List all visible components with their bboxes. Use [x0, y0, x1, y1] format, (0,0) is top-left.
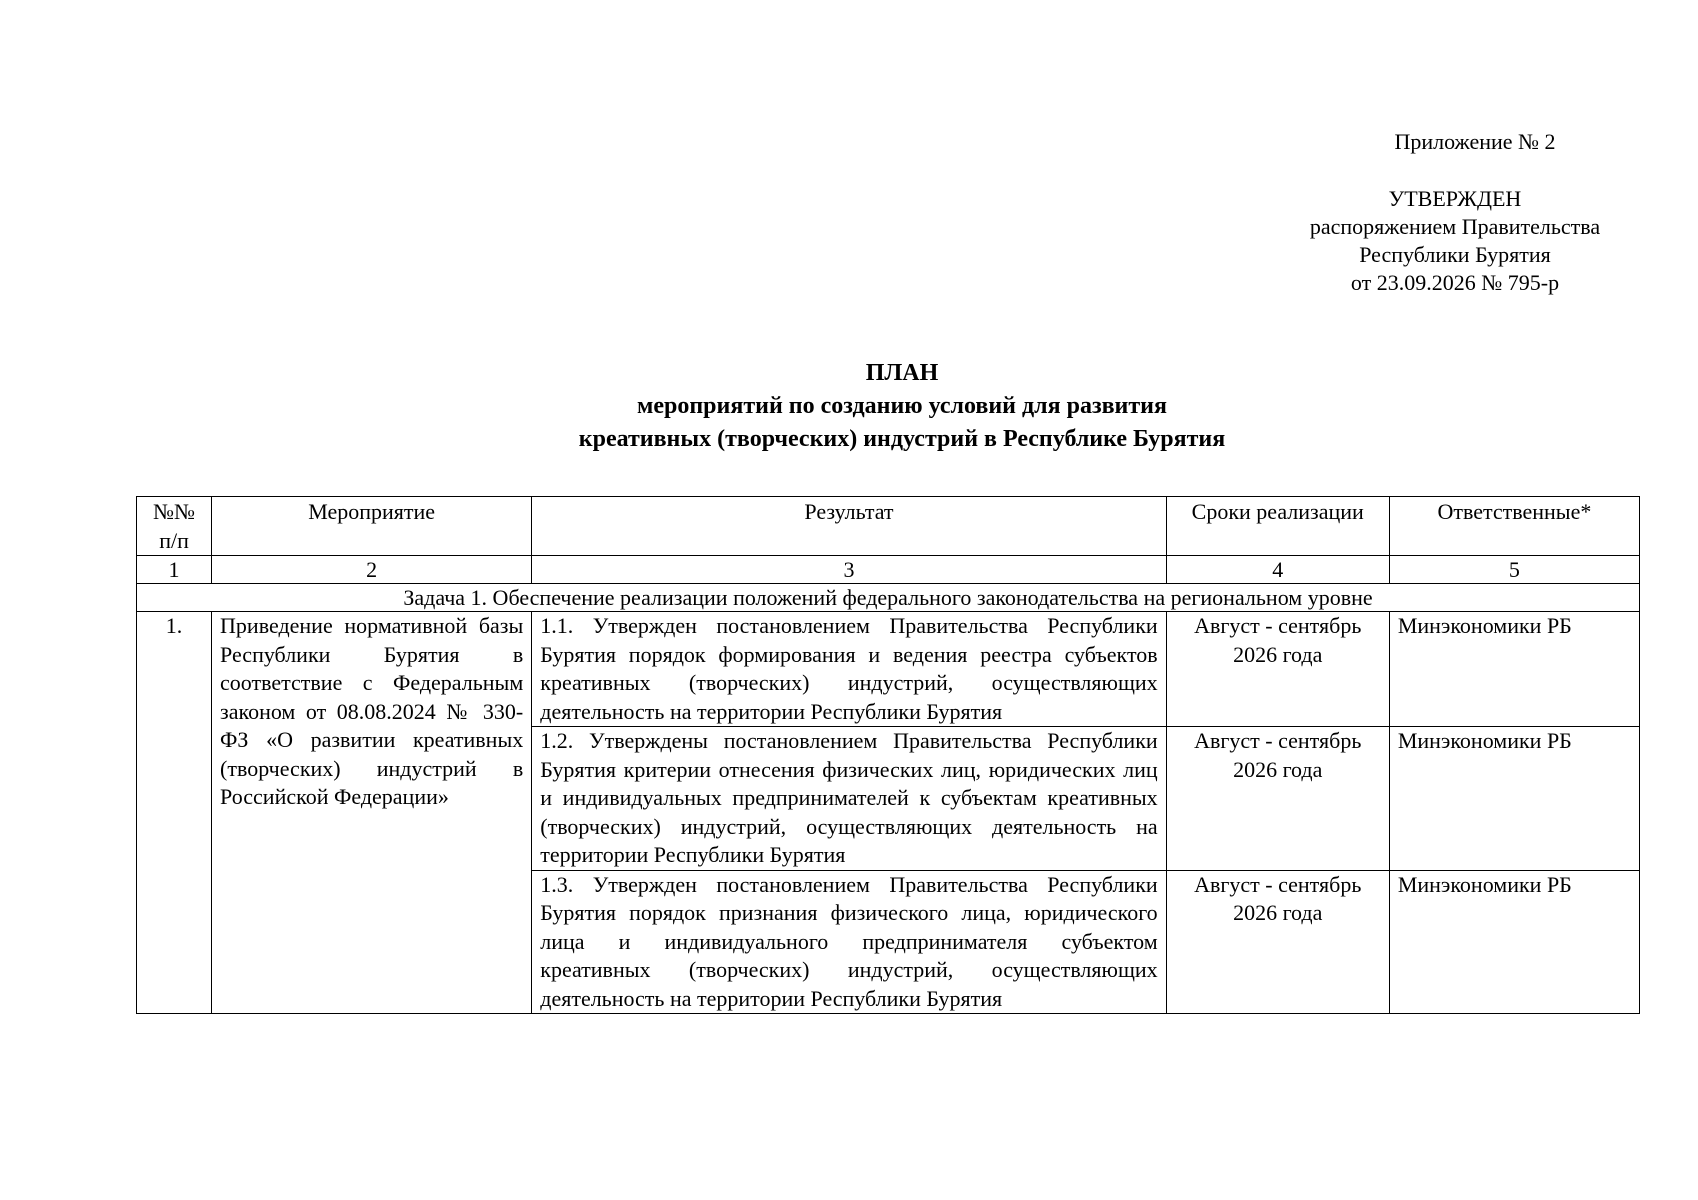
title-line-1: ПЛАН: [865, 360, 939, 386]
event-cell: Приведение нормативной базы Республики Бурятия в соответствие с Федеральным законом от 08.08.2024 № 330-ФЗ «О развитии креативных (творческих) индустрий в Российской Федерации»: [212, 612, 532, 1014]
plan-table: [136, 496, 1640, 1014]
approved-label: УТВЕРЖДЕН: [1388, 186, 1522, 211]
responsible-cell: Минэкономики РБ: [1389, 870, 1639, 1014]
row-number: 1.: [137, 612, 212, 1014]
document-title: [0, 357, 1698, 456]
approval-line-1: распоряжением Правительства: [1309, 214, 1601, 239]
appendix-label: Приложение № 2: [1394, 129, 1556, 154]
approval-block: [1290, 128, 1620, 297]
column-numbers-row: [137, 556, 1640, 584]
table-row: [137, 612, 1640, 727]
column-number: 3: [532, 556, 1166, 584]
result-cell: 1.3. Утвержден постановлением Правительства Республики Бурятия порядок признания физического лица, юридического лица и индивидуального предпринимателя субъектом креативных (творческих) индустрий, осуществляющих деятельность на территории Республики Бурятия: [532, 870, 1166, 1014]
header-result: Результат: [532, 497, 1166, 556]
table-header-row: [137, 497, 1640, 556]
header-responsible: Ответственные*: [1389, 497, 1639, 556]
header-event: Мероприятие: [212, 497, 532, 556]
column-number: 1: [137, 556, 212, 584]
approval-spacer: [1290, 156, 1620, 185]
header-term: Сроки реализации: [1166, 497, 1389, 556]
title-line-3: креативных (творческих) индустрий в Республике Бурятия: [578, 426, 1226, 452]
title-line-2: мероприятий по созданию условий для развития: [637, 393, 1167, 419]
column-number: 4: [1166, 556, 1389, 584]
result-cell: 1.2. Утверждены постановлением Правительства Республики Бурятия критерии отнесения физических лиц, юридических лиц и индивидуальных предпринимателей к субъектам креативных (творческих) индустрий, осуществляющих деятельность на территории Республики Бурятия: [532, 727, 1166, 871]
approval-line-2: Республики Бурятия: [1359, 242, 1551, 267]
responsible-cell: Минэкономики РБ: [1389, 727, 1639, 871]
task-row: [137, 584, 1640, 612]
column-number: 2: [212, 556, 532, 584]
term-cell: Август - сентябрь 2026 года: [1166, 727, 1389, 871]
term-cell: Август - сентябрь 2026 года: [1166, 612, 1389, 727]
result-cell: 1.1. Утвержден постановлением Правительства Республики Бурятия порядок формирования и ведения реестра субъектов креативных (творческих) индустрий, осуществляющих деятельность на территории Республики Бурятия: [532, 612, 1166, 727]
task-1-heading: Задача 1. Обеспечение реализации положений федерального законодательства на региональном уровне: [137, 584, 1640, 612]
approval-line-3: от 23.09.2026 № 795-р: [1350, 270, 1560, 295]
header-num: №№ п/п: [137, 497, 212, 556]
column-number: 5: [1389, 556, 1639, 584]
term-cell: Август - сентябрь 2026 года: [1166, 870, 1389, 1014]
responsible-cell: Минэкономики РБ: [1389, 612, 1639, 727]
